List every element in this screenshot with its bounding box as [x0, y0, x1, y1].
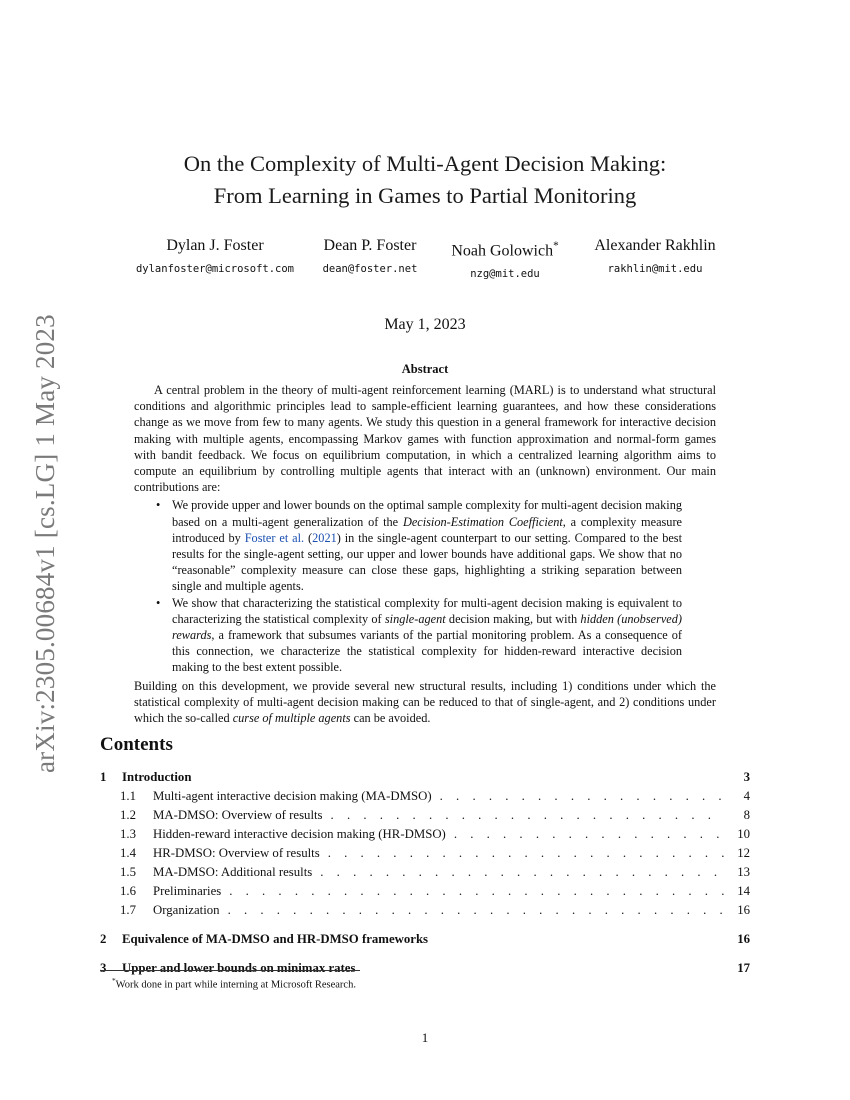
footnote-text: Work done in part while interning at Microsoft Research. — [115, 979, 356, 991]
toc-entry[interactable] — [100, 770, 750, 789]
toc-title: Equivalence of MA-DMSO and HR-DMSO frameworks — [122, 932, 429, 946]
toc-number: 1.3 — [120, 827, 136, 841]
toc-entry[interactable] — [100, 903, 750, 922]
toc-number: 3 — [100, 961, 107, 975]
citation-year-link[interactable]: 2021 — [312, 530, 337, 545]
toc-title: MA-DMSO: Overview of results — [153, 808, 323, 822]
toc-leader — [328, 846, 724, 861]
toc-number: 1.5 — [120, 865, 136, 879]
toc-title: Hidden-reward interactive decision making (HR-DMSO) — [153, 827, 446, 841]
toc-number: 1.1 — [120, 789, 136, 803]
toc-leader — [454, 827, 724, 842]
author-block — [430, 236, 580, 283]
footnote-divider — [100, 970, 360, 971]
toc-leader — [331, 808, 724, 823]
author-email: dylanfoster@microsoft.com — [135, 263, 295, 275]
abstract-heading: Abstract — [401, 362, 449, 376]
paper-title — [100, 148, 750, 212]
toc-entry[interactable] — [100, 865, 750, 884]
footnote — [112, 976, 356, 991]
toc-entry[interactable] — [100, 827, 750, 846]
toc-leader — [229, 884, 724, 899]
toc-leader — [320, 865, 724, 880]
toc-number: 1 — [100, 770, 107, 784]
toc-title: Multi-agent interactive decision making (MA-DMSO) — [153, 789, 432, 803]
author-email: nzg@mit.edu — [470, 268, 540, 281]
toc-page: 12 — [737, 846, 750, 860]
toc-number: 1.6 — [120, 884, 136, 898]
contributions-list — [134, 497, 716, 675]
author-email: dean@foster.net — [322, 263, 418, 275]
toc-leader — [228, 903, 724, 918]
toc-entry[interactable] — [100, 808, 750, 827]
abstract-closing: Building on this development, we provide several new structural results, including 1) conditions under which the statistical complexity of multi-agent decision making can be reduced to that of single-agent, and 2) conditions under which the so-called curse of multiple agents can be avoided. — [134, 678, 716, 726]
toc-title: Upper and lower bounds on minimax rates — [122, 961, 356, 975]
toc-title: HR-DMSO: Overview of results — [153, 846, 320, 860]
toc-number: 2 — [100, 932, 107, 946]
author-name: Dylan J. Foster — [166, 237, 264, 254]
citation-link[interactable]: Foster et al. — [244, 530, 305, 545]
toc-page: 3 — [743, 770, 750, 784]
toc-title: MA-DMSO: Additional results — [153, 865, 313, 879]
arxiv-identifier: arXiv:2305.00684v1 [cs.LG] 1 May 2023 — [30, 314, 60, 773]
toc-title: Introduction — [122, 770, 192, 784]
footnote-marker: * — [553, 240, 559, 252]
toc-title: Preliminaries — [153, 884, 222, 898]
publication-date: May 1, 2023 — [384, 316, 466, 333]
list-item: • We provide upper and lower bounds on the optimal sample complexity for multi-agent decision making based on a multi-agent generalization of the Decision-Estimation Coefficient, a complexity measure introduced by Foster et al. (2021) in the single-agent counterpart to our setting. Compared to the best results for the single-agent setting, our upper and lower bounds have additional gaps. We show that no “reasonable” complexity measure can close these gaps, highlighting a striking separation between single and multiple agents. — [172, 497, 682, 594]
table-of-contents — [100, 770, 750, 980]
toc-page: 4 — [743, 789, 750, 803]
toc-entry[interactable] — [100, 932, 750, 951]
toc-page: 13 — [737, 865, 750, 879]
author-email: rakhlin@mit.edu — [607, 263, 703, 275]
toc-number: 1.2 — [120, 808, 136, 822]
abstract-body — [134, 382, 716, 726]
toc-page: 16 — [737, 903, 750, 917]
title-line-2: From Learning in Games to Partial Monitoring — [213, 183, 637, 208]
author-name: Alexander Rakhlin — [594, 237, 716, 254]
footnote-marker: * — [112, 976, 116, 985]
page-number: 1 — [421, 1030, 429, 1045]
author-block — [310, 236, 430, 283]
abstract-intro: A central problem in the theory of multi-agent reinforcement learning (MARL) is to understand what structural conditions and algorithmic principles lead to sample-efficient learning guarantees, and how these considerations change as we move from few to many agents. We study this question in a general framework for interactive decision making with multiple agents, encompassing Markov games with function approximation and normal-form games with bandit feedback. We focus on equilibrium computation, in which a centralized learning algorithm aims to compute an equilibrium by controlling multiple agents that interact with an (unknown) environment. Our main contributions are: — [134, 383, 716, 495]
toc-leader — [440, 789, 724, 804]
list-item: • We show that characterizing the statistical complexity for multi-agent decision making is equivalent to characterizing the statistical complexity of single-agent decision making, but with hidden (unobserved) rewards, a framework that subsumes variants of the partial monitoring problem. As a consequence of this connection, we characterize the statistical complexity for hidden-reward interactive decision making to the best extent possible. — [172, 595, 682, 676]
author-name: Noah Golowich* — [451, 240, 559, 260]
author-name: Dean P. Foster — [323, 237, 417, 254]
toc-entry[interactable] — [100, 846, 750, 865]
toc-page: 8 — [743, 808, 750, 822]
author-block — [120, 236, 310, 283]
toc-number: 1.7 — [120, 903, 136, 917]
author-list — [100, 236, 750, 283]
toc-page: 14 — [737, 884, 750, 898]
toc-page: 16 — [737, 932, 750, 946]
toc-page: 10 — [737, 827, 750, 841]
title-line-1: On the Complexity of Multi-Agent Decision Making: — [183, 151, 667, 176]
author-block — [580, 236, 730, 283]
contents-heading: Contents — [100, 734, 173, 755]
toc-entry[interactable] — [100, 789, 750, 808]
toc-number: 1.4 — [120, 846, 136, 860]
toc-page: 17 — [737, 961, 750, 975]
toc-title: Organization — [153, 903, 220, 917]
toc-entry[interactable] — [100, 884, 750, 903]
